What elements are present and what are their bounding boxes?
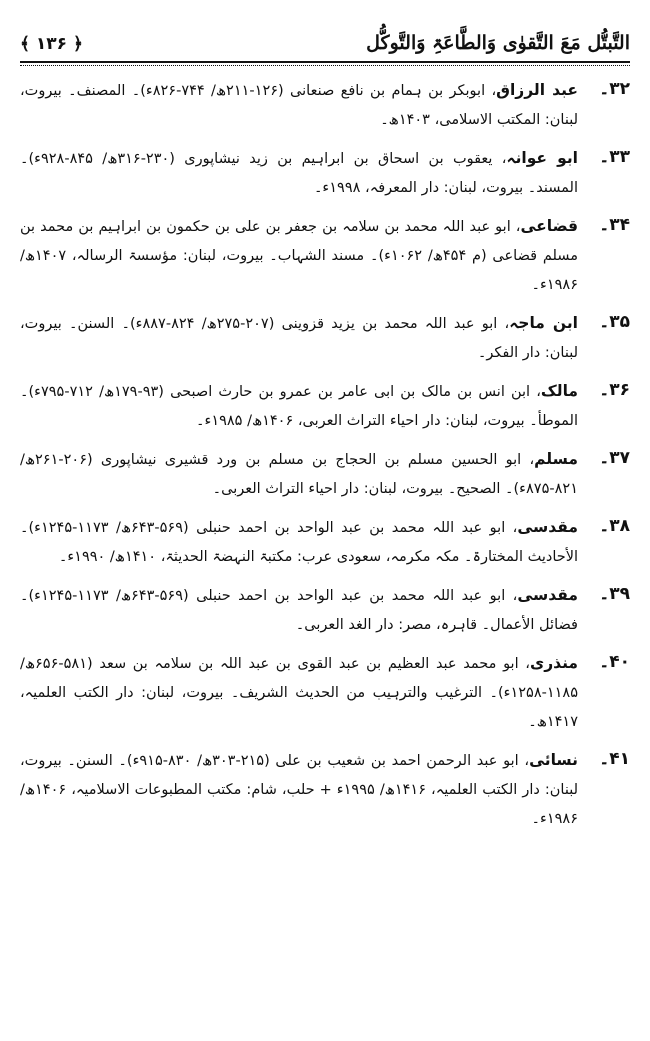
entry-number: ۳۶۔: [599, 380, 630, 400]
bibliography-entry: [20, 513, 630, 572]
bibliography-list: [20, 76, 630, 834]
bibliography-entry: [20, 445, 630, 504]
entry-number: ۳۹۔: [599, 584, 630, 604]
page-number: ﴿ ۱۳۶ ﴾: [20, 34, 83, 54]
author-name: منذری: [529, 654, 578, 672]
entry-body: [20, 513, 578, 572]
page-header: [20, 12, 630, 54]
entry-body: [20, 377, 578, 436]
entry-body: [20, 309, 578, 368]
author-name: نسائی: [529, 751, 578, 769]
bibliography-entry: [20, 377, 630, 436]
entry-text: ، ابو عبد اللہ محمد بن عبد الواحد بن احمد حنبلی (۵۶۹-۶۴۳ھ/ ۱۱۷۳-۱۲۴۵ء)۔ الأحادیث المختارۃ۔ مکہ مکرمہ، سعودی عرب: مکتبۃ النہضۃ الحدیثۃ، ۱۴۱۰ھ/ ۱۹۹۰ء۔: [20, 520, 578, 565]
entry-number: ۳۳۔: [599, 147, 630, 167]
entry-body: [20, 746, 578, 834]
bibliography-entry: [20, 746, 630, 834]
header-divider: [20, 61, 630, 66]
bibliography-entry: [20, 649, 630, 737]
author-name: ابن ماجہ: [509, 314, 578, 332]
author-name: عبد الرزاق: [496, 81, 579, 99]
running-title: التَّبتُّل مَعَ التَّقوٰی وَالطَّاعَۃِ وَالتَّوکُّل: [366, 32, 630, 54]
entry-text: ، ابوبکر بن ہمام بن نافع صنعانی (۱۲۶-۲۱۱ھ/ ۷۴۴-۸۲۶ء)۔ المصنف۔ بیروت، لبنان: المکتب الاسلامی، ۱۴۰۳ھ۔: [20, 83, 578, 128]
author-name: قضاعی: [520, 217, 578, 235]
entry-text: ، یعقوب بن اسحاق بن ابراہیم بن زید نیشاپوری (۲۳۰-۳۱۶ھ/ ۸۴۵-۹۲۸ء)۔ المسند۔ بیروت، لبنان: دار المعرفہ، ۱۹۹۸ء۔: [20, 151, 578, 196]
author-name: مقدسی: [517, 518, 578, 536]
entry-text: ، ابو عبد اللہ محمد بن یزید قزوینی (۲۰۷-۲۷۵ھ/ ۸۲۴-۸۸۷ء)۔ السنن۔ بیروت، لبنان: دار الفکر۔: [20, 316, 578, 361]
bibliography-entry: [20, 581, 630, 640]
entry-body: [20, 212, 578, 300]
entry-text: ، ابو عبد الرحمن احمد بن شعیب بن علی (۲۱۵-۳۰۳ھ/ ۸۳۰-۹۱۵ء)۔ السنن۔ بیروت، لبنان: دار الکتب العلمیہ، ۱۴۱۶ھ/ ۱۹۹۵ء + حلب، شام: مکتب المطبوعات الاسلامیہ، ۱۴۰۶ھ/ ۱۹۸۶ء۔: [20, 753, 578, 827]
bibliography-entry: [20, 76, 630, 135]
entry-number: ۳۴۔: [599, 215, 630, 235]
entry-text: ، ابو عبد اللہ محمد بن سلامہ بن جعفر بن علی بن حکمون بن ابراہیم بن محمد بن مسلم قضاعی (م ۴۵۴ھ/ ۱۰۶۲ء)۔ مسند الشہاب۔ بیروت، لبنان: مؤسسۃ الرسالہ، ۱۴۰۷ھ/ ۱۹۸۶ء۔: [20, 219, 578, 293]
author-name: ابو عوانہ: [506, 149, 578, 167]
author-name: مالک: [540, 382, 578, 400]
entry-body: [20, 144, 578, 203]
bibliography-entry: [20, 309, 630, 368]
entry-text: ، ابن انس بن مالک بن ابی عامر بن عمرو بن حارث اصبحی (۹۳-۱۷۹ھ/ ۷۱۲-۷۹۵ء)۔ الموطأ۔ بیروت، لبنان: دار احیاء التراث العربی، ۱۴۰۶ھ/ ۱۹۸۵ء۔: [20, 384, 578, 429]
author-name: مقدسی: [517, 586, 578, 604]
author-name: مسلم: [534, 450, 578, 468]
bibliography-entry: [20, 144, 630, 203]
entry-number: ۳۸۔: [599, 516, 630, 536]
entry-number: ۴۰۔: [599, 652, 630, 672]
entry-text: ، ابو محمد عبد العظیم بن عبد القوی بن عبد اللہ بن سلامہ بن سعد (۵۸۱-۶۵۶ھ/ ۱۱۸۵-۱۲۵۸ء)۔ الترغیب والترہیب من الحدیث الشریف۔ بیروت، لبنان: دار الکتب العلمیہ، ۱۴۱۷ھ۔: [20, 656, 578, 730]
entry-body: [20, 76, 578, 135]
entry-number: ۳۲۔: [599, 79, 630, 99]
entry-number: ۳۷۔: [599, 448, 630, 468]
entry-body: [20, 581, 578, 640]
entry-text: ، ابو عبد اللہ محمد بن عبد الواحد بن احمد حنبلی (۵۶۹-۶۴۳ھ/ ۱۱۷۳-۱۲۴۵ء)۔ فضائل الأعمال۔ قاہرہ، مصر: دار الغد العربی۔: [20, 588, 578, 633]
entry-body: [20, 649, 578, 737]
entry-number: ۳۵۔: [599, 312, 630, 332]
entry-body: [20, 445, 578, 504]
entry-number: ۴۱۔: [599, 749, 630, 769]
bibliography-entry: [20, 212, 630, 300]
entry-text: ، ابو الحسین مسلم بن الحجاج بن مسلم بن ورد قشیری نیشاپوری (۲۰۶-۲۶۱ھ/ ۸۲۱-۸۷۵ء)۔ الصحیح۔ بیروت، لبنان: دار احیاء التراث العربی۔: [20, 452, 578, 497]
